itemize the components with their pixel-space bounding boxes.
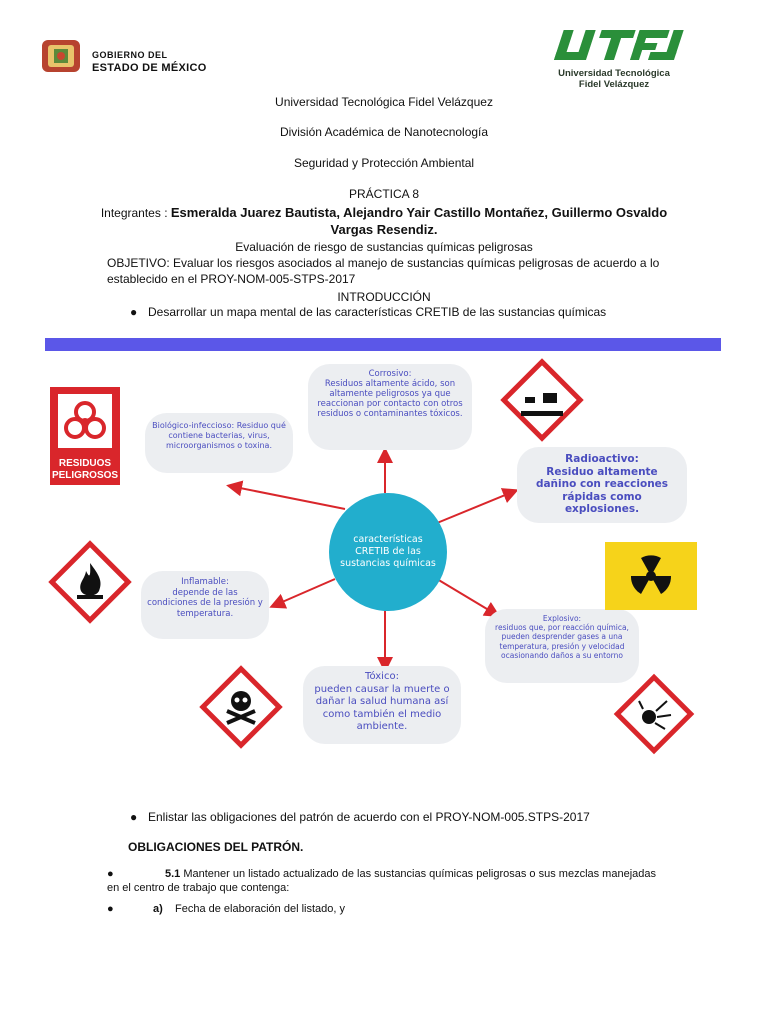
bubble-radioactivo [517,447,687,523]
obligations-heading: OBLIGACIONES DEL PATRÓN. [128,840,304,854]
bullet-icon: ● [107,903,114,915]
radioactivo-body: Residuo altamente dañino con reacciones rápidas como explosiones. [535,465,669,515]
uni-logo-line1: Universidad Tecnológica [558,68,670,79]
gov-seal-icon [40,38,82,74]
radiation-icon [605,542,697,610]
objective-line1: OBJETIVO: Evaluar los riesgos asociados al manejo de sustancias químicas peligrosas de acuerdo a lo [107,256,660,270]
item-a [107,903,345,915]
toxico-body: pueden causar la muerte o dañar la salud humana así como también el medio ambiente. [314,683,450,732]
item-a-text: Fecha de elaboración del listado, y [175,903,345,915]
bubble-corrosivo [308,364,472,450]
toxico-title: Tóxico: [365,671,399,682]
members-names-2: Vargas Resendiz. [330,222,438,237]
corrosive-pictogram-icon [497,355,587,445]
item-a-label: a) [153,903,163,915]
flame-pictogram-icon [45,537,135,627]
residuos-label [50,458,120,482]
practice-number: PRÁCTICA 8 [348,187,420,201]
biohazard-icon [50,387,120,453]
mindmap-top-bar [45,338,721,351]
subject-name: Seguridad y Protección Ambiental [293,156,475,170]
skull-pictogram-icon [195,661,287,753]
practice-title: Evaluación de riesgo de sustancias químicas peligrosas [235,240,533,254]
mindmap-center: características CRETIB de las sustancias químicas [329,493,447,611]
gov-name-line1: GOBIERNO DEL [92,50,168,60]
item-5-1-text-2: en el centro de trabajo que contenga: [107,882,290,894]
bubble-toxico [303,666,461,744]
arrow-down-left [273,579,335,606]
bubble-biologico: Biológico-infeccioso: Residuo qué contiene bacterias, virus, microorganismos o toxina. [145,413,293,473]
bubble-inflamable [141,571,269,639]
division-name: División Académica de Nanotecnología [279,125,489,139]
explosivo-body: residuos que, por reacción química, pueden desprender gases a una temperatura, presión y velocidad ocasionando daños a su entorno [495,623,629,660]
radioactivo-title: Radioactivo: [565,453,639,465]
corrosivo-body: Residuos altamente ácido, son altamente peligrosos ya que reaccionan por contacto con otros residuos o contaminantes tóxicos. [317,379,463,419]
members-label: Integrantes : [100,206,171,220]
residuos-label-1: RESIDUOS [58,458,112,469]
arrow-down-right [437,579,497,615]
bullet-obligations [130,810,590,824]
intro-heading: INTRODUCCIÓN [337,290,431,304]
objective-line2: establecido en el PROY-NOM-005-STPS-2017 [107,272,356,286]
arrow-up-left [230,486,345,509]
explosivo-title: Explosivo: [542,614,582,623]
bullet-mindmap [130,305,606,319]
residuos-label-2: PELIGROSOS [51,470,119,481]
item-5-1-text-1: Mantener un listado actualizado de las sustancias químicas peligrosas o sus mezclas manejadas [180,868,656,880]
university-logo-text [536,68,692,90]
inflamable-title: Inflamable: [181,577,229,587]
university-name: Universidad Tecnológica Fidel Velázquez [275,95,493,109]
mindmap [45,351,721,765]
arrow-up-right [437,491,515,523]
inflamable-body: depende de las condiciones de la presión y temperatura. [147,587,263,619]
bullet-icon: ● [107,868,114,880]
item-5-1-number: 5.1 [165,868,181,880]
bullet-obligations-text: Enlistar las obligaciones del patrón de acuerdo con el PROY-NOM-005.STPS-2017 [148,810,590,824]
explosive-pictogram-icon [611,671,697,757]
members [0,205,768,220]
item-5-1 [107,868,656,880]
uni-logo-line2: Fidel Velázquez [578,79,650,90]
corrosivo-title: Corrosivo: [368,369,412,379]
gov-name-line2: ESTADO DE MÉXICO [92,62,207,74]
bullet-icon: ● [130,305,138,319]
members-names-1: Esmeralda Juarez Bautista, Alejandro Yair Castillo Montañez, Guillermo Osvaldo [170,205,668,220]
bullet-mindmap-text: Desarrollar un mapa mental de las características CRETIB de las sustancias químicas [148,305,607,319]
residuos-peligrosos-sign [50,387,120,485]
bullet-icon: ● [130,810,138,824]
